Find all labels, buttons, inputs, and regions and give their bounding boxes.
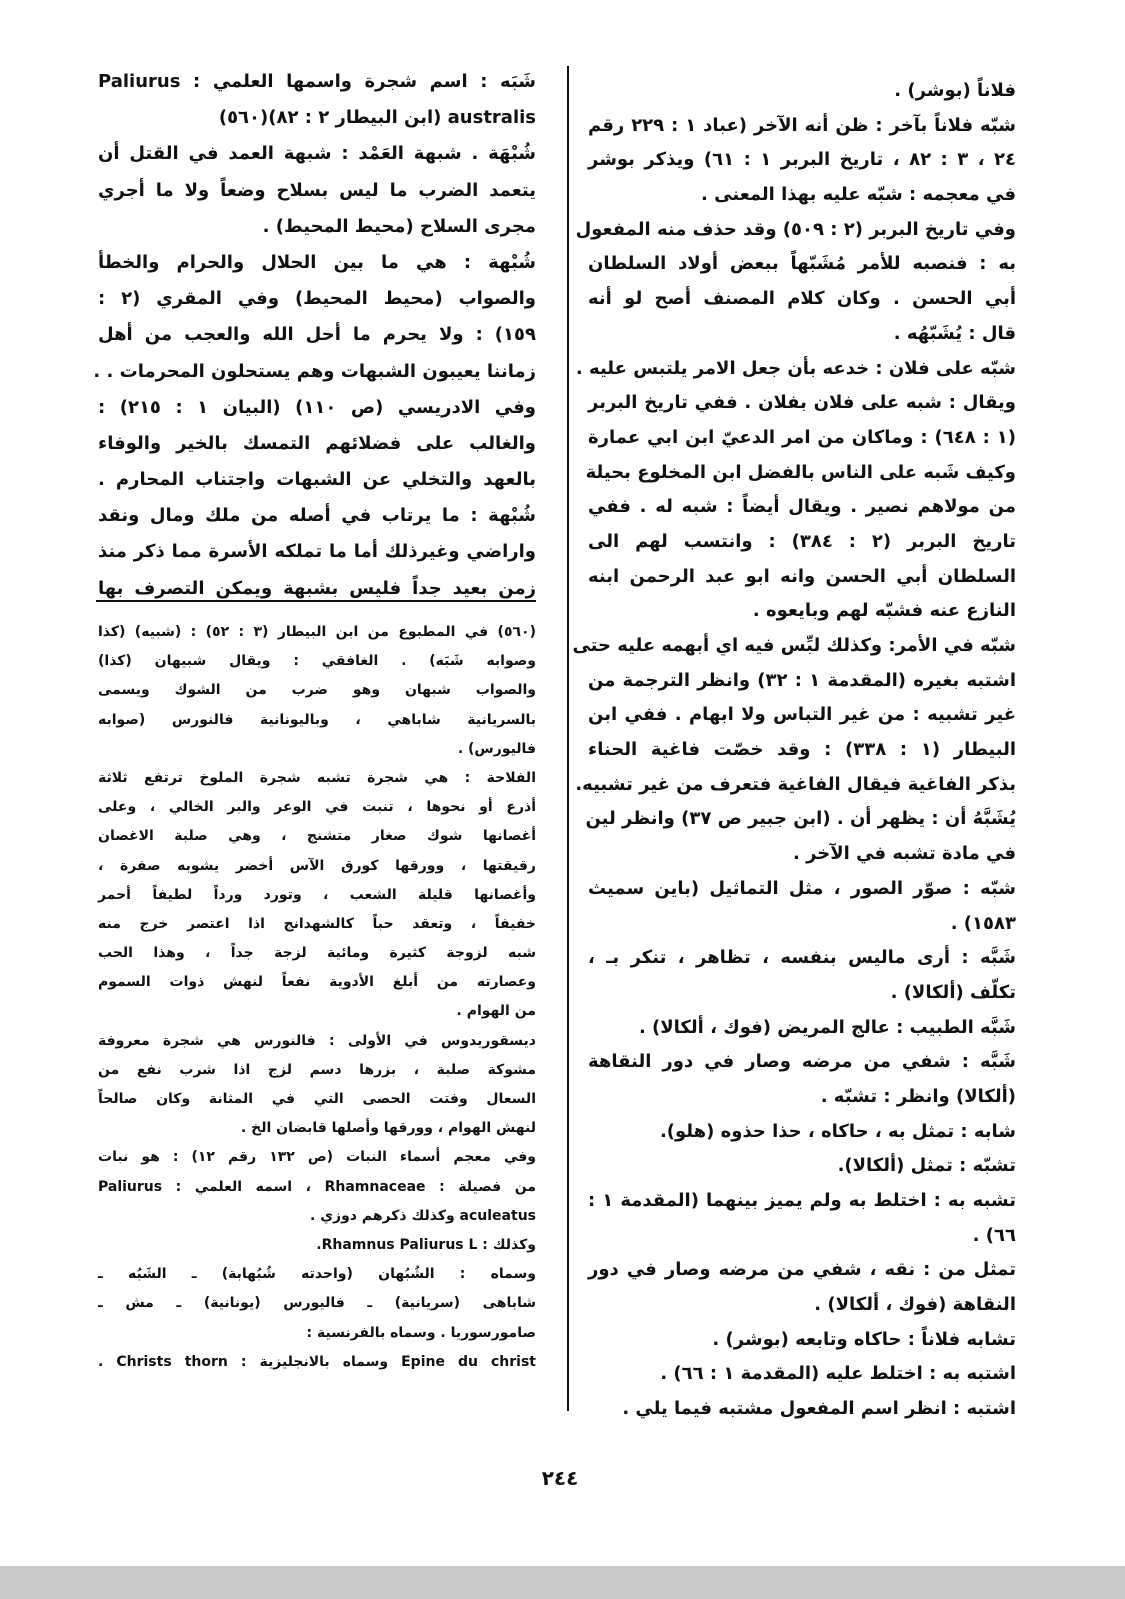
text-line: شبّه : صوّر الصور ، مثل التماثيل (باين سميث	[588, 877, 1016, 899]
text-line: والغالب على فضلائهم التمسك بالخير والوفاء	[98, 432, 536, 454]
text-line: وكذلك : Rhamnus Paliurus L.	[316, 1236, 536, 1253]
text-line: شُبْهة : ما يرتاب في أصله من ملك ومال ونقد	[98, 505, 536, 527]
text-line: ١٥٩) : ولا يحرم ما أحل الله والعجب من أهل	[98, 324, 536, 346]
text-line: اشتبه به : اختلط عليه (المقدمة ١ : ٦٦) .	[660, 1363, 1016, 1385]
text-line: australis (ابن البيطار ٢ : ٨٢)(٥٦٠)	[218, 107, 536, 129]
text-line: شُبْهَة . شبهة العَمْد : شبهة العمد في القتل أن	[98, 143, 536, 165]
text-line: من فصيلة : Rhamnaceae ، اسمه العلمي : Paliurus	[98, 1178, 536, 1195]
text-line: خفيفاً ، وتعقد حباً كالشهدانج اذا اعتصر خرج منه	[98, 915, 536, 932]
text-line: تشبه به : اختلط به ولم يميز بينهما (المقدمة ١ :	[588, 1190, 1016, 1211]
text-line: (ألكالا) وانظر : تشبّه .	[820, 1085, 1016, 1107]
text-line: والصواب شبهان وهو ضرب من الشوك ويسمى	[98, 682, 536, 699]
column-divider	[567, 66, 569, 1411]
text-line: وفي معجم أسماء النبات (ص ١٣٢ رقم ١٢) : هو نبات	[98, 1149, 537, 1166]
text-line: (٥٦٠) في المطبوع من ابن البيطار (٣ : ٥٢) : (شبيه) (كذا	[98, 624, 536, 640]
text-line: وفي تاريخ البربر (٢ : ٥٠٩) وقد حذف منه المفعول	[575, 218, 1016, 240]
text-line: فلاناً (بوشر) .	[894, 80, 1016, 101]
footnotes	[98, 618, 536, 1377]
text-line: رقيقتها ، وورقها كورق الآس أخضر يشوبه صفرة ،	[98, 857, 536, 874]
page-number: ٢٤٤	[541, 1466, 579, 1490]
text-line: شبّه على فلان : خدعه بأن جعل الامر يلتبس عليه .	[575, 357, 1016, 379]
text-line: شبّه في الأمر: وكذلك لبِّس فيه اي أبهمه عليه حتى	[572, 635, 1016, 656]
text-line: النازع عنه فشبّه لهم وبايعوه .	[752, 600, 1016, 622]
text-line: به : فنصبه للأمر مُشَبّهاً ببعض أولاد السلطان	[588, 253, 1016, 275]
text-line: البيطار (١ : ٣٣٨) : وقد خصّت فاغية الحناء	[588, 739, 1016, 761]
text-line: فاليورس) .	[457, 740, 536, 757]
text-line: مشوكة صلبة ، بزرها دسم لزج اذا شرب نفع من	[98, 1061, 536, 1078]
text-line: شَبَه : اسم شجرة واسمها العلمي : Paliurus	[98, 71, 536, 92]
text-line: مجرى السلاح (محيط المحيط) .	[262, 215, 536, 237]
text-line: أبي الحسن . وكان كلام المصنف أصح لو أنه	[588, 288, 1016, 310]
text-line: اشتبه بغيره (المقدمة ١ : ٣٢) وانظر الترجمة من	[588, 669, 1017, 691]
text-line: وصوابه شَبَه) . الغافقي : ويقال شبيهان (كذا)	[98, 653, 536, 670]
text-line: شاباهى (سريانية) ـ فاليورس (يونانية) ـ مش ـ	[98, 1295, 536, 1312]
text-line: تكلّف (ألكالا) .	[890, 981, 1016, 1003]
text-line: من الهوام .	[456, 1003, 536, 1020]
text-line: وعصارته من أبلغ الأدوية نفعاً لنهش ذوات السموم	[98, 974, 536, 991]
text-line: في معجمه : شبّه عليه بهذا المعنى .	[701, 184, 1016, 206]
right-column	[572, 74, 1017, 1427]
text-line: شبه لزوجة كثيرة ومائية لزجة جداً ، وهذا الحب	[98, 945, 536, 962]
text-line: ويقال : شبه على فلان بفلان . ففي تاريخ البربر	[588, 392, 1016, 414]
text-line: الفلاحة : هي شجرة تشبه شجرة الملوخ ترتفع ثلاثة	[98, 769, 536, 786]
text-line: ٦٦) .	[972, 1224, 1016, 1246]
text-line: شُبْهة : هي ما بين الحلال والحرام والخطأ	[98, 251, 536, 273]
text-line: ٢٤ ، ٣ : ٨٢ ، تاريخ البربر ١ : ٦١) ويذكر بوشر	[588, 149, 1016, 171]
text-line: ديسقوريدوس في الأولى : فالنورس هي شجرة معروفة	[98, 1032, 536, 1049]
text-line: بالسريانية شاباهي ، وباليونانية فالنورس (صوابه	[98, 711, 536, 728]
text-line: السعال وفتت الحصى التي في المثانة وكان صالحاً	[98, 1091, 536, 1107]
text-line: شبّه فلاناً بآخر : ظن أنه الآخر (عباد ١ : ٢٢٩ رقم	[588, 114, 1017, 136]
text-line: يتعمد الضرب ما ليس بسلاح وضعاً ولا ما أجري	[98, 179, 536, 201]
text-line: اشتبه : انظر اسم المفعول مشتبه فيما يلي .	[622, 1398, 1016, 1420]
text-line: والصواب (محيط المحيط) وفي المقري (٢ :	[98, 288, 536, 310]
text-line: قال : يُشَبّهُه .	[893, 322, 1016, 344]
scan-bottom-edge	[0, 1566, 1125, 1599]
text-line: من مولاهم نصير . ويقال أيضاً : شبه له . ففي	[588, 496, 1016, 518]
text-line: شَبَّه : أرى ماليس بنفسه ، تظاهر ، تنكر بـ ،	[588, 947, 1016, 969]
text-line: في مادة تشبه في الآخر .	[792, 843, 1016, 865]
text-line: (١ : ٦٤٨) : وماكان من امر الدعيّ ابن ابي عمارة	[588, 426, 1017, 448]
text-line: تشبّه : تمثل (ألكالا).	[837, 1155, 1016, 1177]
text-line: لنهش الهوام ، وورقها وأصلها قابضان الخ .	[240, 1120, 536, 1137]
text-line: صامورسوريا . وسماه بالفرنسية :	[306, 1324, 536, 1341]
text-line: النقاهة (فوك ، ألكالا) .	[814, 1294, 1016, 1316]
text-line: شابه : تمثل به ، حاكاه ، حذا حذوه (هلو).	[659, 1120, 1016, 1142]
left-column-main-text	[93, 64, 536, 607]
text-line: واراضي وغيرذلك أما ما تملكه الأسرة مما ذكر منذ	[98, 541, 536, 563]
text-line: بذكر الفاغية فيقال الفاغية فتعرف من غير تشبيه.	[575, 773, 1016, 795]
text-line: وكيف شَبه على الناس بالفضل ابن المخلوع بحيلة	[585, 461, 1016, 483]
text-line: شَبَّه الطبيب : عالج المريض (فوك ، ألكالا) .	[638, 1016, 1016, 1038]
text-line: السلطان أبي الحسن وانه ابو عبد الرحمن ابنه	[588, 565, 1016, 587]
text-line: أغصانها شوك صغار متشنج ، وهي صلبة الاغصان	[98, 828, 536, 845]
text-line: زماننا يعيبون الشبهات وهم يستحلون المحرمات . .	[93, 360, 536, 382]
text-line: وفي الادريسي (ص ١١٠) (البيان ١ : ٢١٥) :	[98, 396, 536, 418]
text-line: أذرع أو نحوها ، تنبت في الوعر والبر الخالي ، وعلى	[98, 799, 536, 816]
text-line: تاريخ البربر (٢ : ٣٨٤) : وانتسب لهم الى	[588, 530, 1016, 552]
text-line: aculeatus وكذلك ذكرهم دوزي .	[310, 1207, 536, 1224]
text-line: زمن بعيد جداً فليس بشبهة ويمكن التصرف بها	[98, 577, 536, 599]
text-line: تشابه فلاناً : حاكاه وتابعه (بوشر) .	[712, 1328, 1016, 1350]
text-line: يُشَبَّهُ أن : يظهر أن . (ابن جبير ص ٣٧) وانظر لين	[585, 808, 1016, 830]
text-line: غير تشبيه : من غير التباس ولا ابهام . ففي ابن	[588, 704, 1016, 726]
text-line: ١٥٨٣) .	[950, 912, 1016, 934]
text-line: Epine du christ وسماه بالانجليزية : Christs thorn .	[98, 1353, 536, 1370]
text-line: شَبَّه : شفي من مرضه وصار في دور النقاهة	[588, 1051, 1016, 1073]
text-line: وأغصانها قليلة الشعب ، وتورد ورداً لطيفاً أحمر	[98, 886, 536, 903]
text-line: وسماه : الشُبُهان (واحدته شُبُهابة) ـ الشَبُه ـ	[98, 1266, 536, 1283]
text-line: تمثل من : نقه ، شفي من مرضه وصار في دور	[588, 1259, 1016, 1281]
text-line: بالعهد والتخلي عن الشبهات واجتناب المحارم .	[98, 469, 536, 491]
